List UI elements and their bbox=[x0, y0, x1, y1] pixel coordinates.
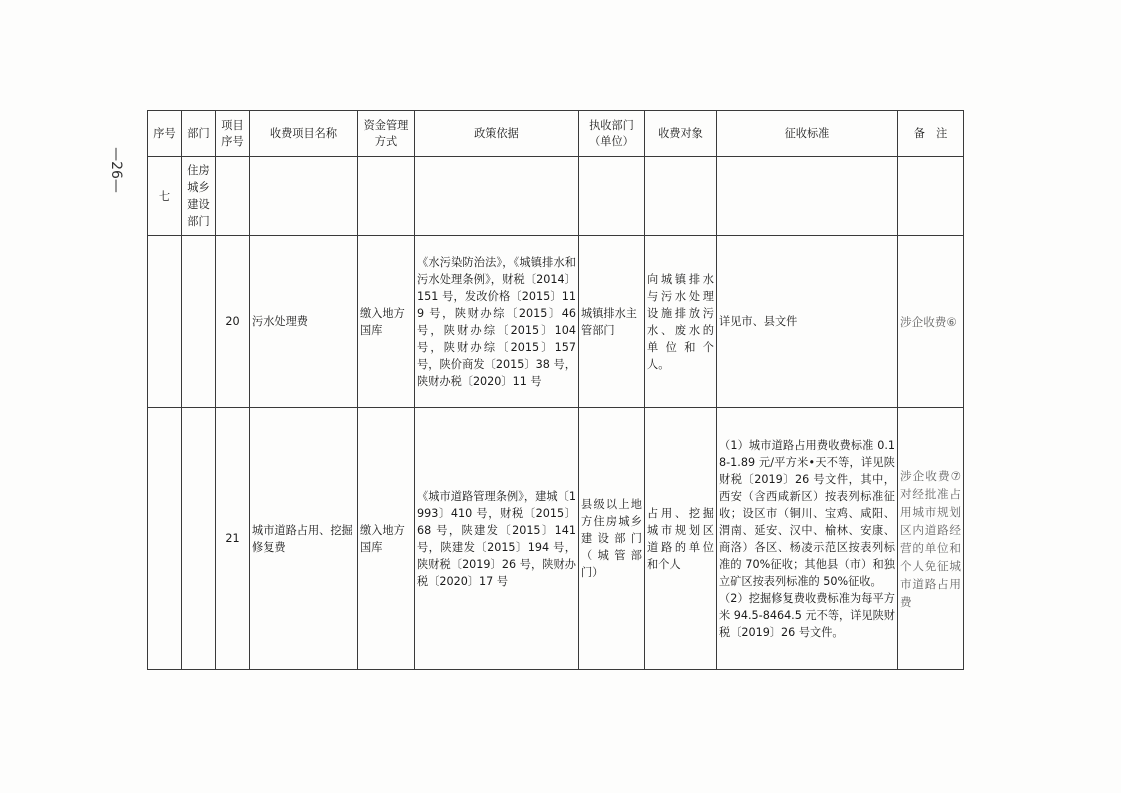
empty-cell bbox=[717, 157, 898, 236]
empty-cell bbox=[415, 157, 579, 236]
standard-line: （1）城市道路占用费收费标准 0.18-1.89 元/平方米•天不等，详见陕财税〔2019〕26 号文件，其中，西安（含西咸新区）按表列标准征收；设区市（铜川、宝鸡、咸阳、渭南、延安、汉中、榆林、安康、商洛）各区、杨凌示范区按表列标准的 70%征收；其他县（市）和独立矿区按表列标准的 50%征收。 bbox=[719, 438, 895, 588]
department-row bbox=[148, 157, 964, 236]
header-policy: 政策依据 bbox=[415, 111, 579, 157]
page-number: —26— bbox=[108, 147, 124, 193]
standard bbox=[717, 408, 898, 670]
empty-cell bbox=[898, 157, 964, 236]
remark: 涉企收费⑦对经批准占用城市规划区内道路经营的单位和个人免征城市道路占用费 bbox=[898, 408, 964, 670]
payer: 向城镇排水与污水处理设施排放污水、废水的单位和个人。 bbox=[645, 236, 717, 408]
dept-seq: 七 bbox=[148, 157, 182, 236]
header-collector: 执收部门（单位） bbox=[579, 111, 645, 157]
item-name: 污水处理费 bbox=[250, 236, 358, 408]
table-row bbox=[148, 236, 964, 408]
item-no: 20 bbox=[216, 236, 250, 408]
dept-name: 住房城乡建设部门 bbox=[182, 157, 216, 236]
payer: 占用、挖掘城市规划区道路的单位和个人 bbox=[645, 408, 717, 670]
empty-cell bbox=[579, 157, 645, 236]
empty-cell bbox=[148, 408, 182, 670]
fund-mgmt: 缴入地方国库 bbox=[358, 236, 415, 408]
standard-line: （2）挖掘修复费收费标准为每平方米 94.5-8464.5 元不等，详见陕财税〔2019〕26 号文件。 bbox=[719, 591, 895, 639]
header-fund-mgmt: 资金管理方式 bbox=[358, 111, 415, 157]
policy-basis: 《城市道路管理条例》，建城〔1993〕410 号，财税〔2015〕68 号，陕建发〔2015〕141 号，陕建发〔2015〕194 号，陕财税〔2019〕26 号，陕财办税〔2020〕17 号 bbox=[415, 408, 579, 670]
empty-cell bbox=[148, 236, 182, 408]
table-row bbox=[148, 408, 964, 670]
empty-cell bbox=[182, 408, 216, 670]
fee-table bbox=[147, 110, 964, 670]
collector: 城镇排水主管部门 bbox=[579, 236, 645, 408]
collector: 县级以上地方住房城乡建设部门（城管部门） bbox=[579, 408, 645, 670]
header-standard: 征收标准 bbox=[717, 111, 898, 157]
header-remark: 备 注 bbox=[898, 111, 964, 157]
header-seq: 序号 bbox=[148, 111, 182, 157]
fund-mgmt: 缴入地方国库 bbox=[358, 408, 415, 670]
header-item-name: 收费项目名称 bbox=[250, 111, 358, 157]
header-payer: 收费对象 bbox=[645, 111, 717, 157]
table-header-row bbox=[148, 111, 964, 157]
standard bbox=[717, 236, 898, 408]
remark: 涉企收费⑥ bbox=[898, 236, 964, 408]
empty-cell bbox=[216, 157, 250, 236]
policy-basis: 《水污染防治法》，《城镇排水和污水处理条例》，财税〔2014〕151 号，发改价格〔2015〕119 号，陕财办综〔2015〕46 号，陕财办综〔2015〕104 号，陕财办综〔2015〕157 号，陕价商发〔2015〕38 号，陕财办税〔2020〕11 号 bbox=[415, 236, 579, 408]
empty-cell bbox=[250, 157, 358, 236]
header-item-no: 项目序号 bbox=[216, 111, 250, 157]
header-department: 部门 bbox=[182, 111, 216, 157]
item-name: 城市道路占用、挖掘修复费 bbox=[250, 408, 358, 670]
empty-cell bbox=[645, 157, 717, 236]
empty-cell bbox=[358, 157, 415, 236]
item-no: 21 bbox=[216, 408, 250, 670]
empty-cell bbox=[182, 236, 216, 408]
standard-line: 详见市、县文件 bbox=[719, 315, 798, 328]
